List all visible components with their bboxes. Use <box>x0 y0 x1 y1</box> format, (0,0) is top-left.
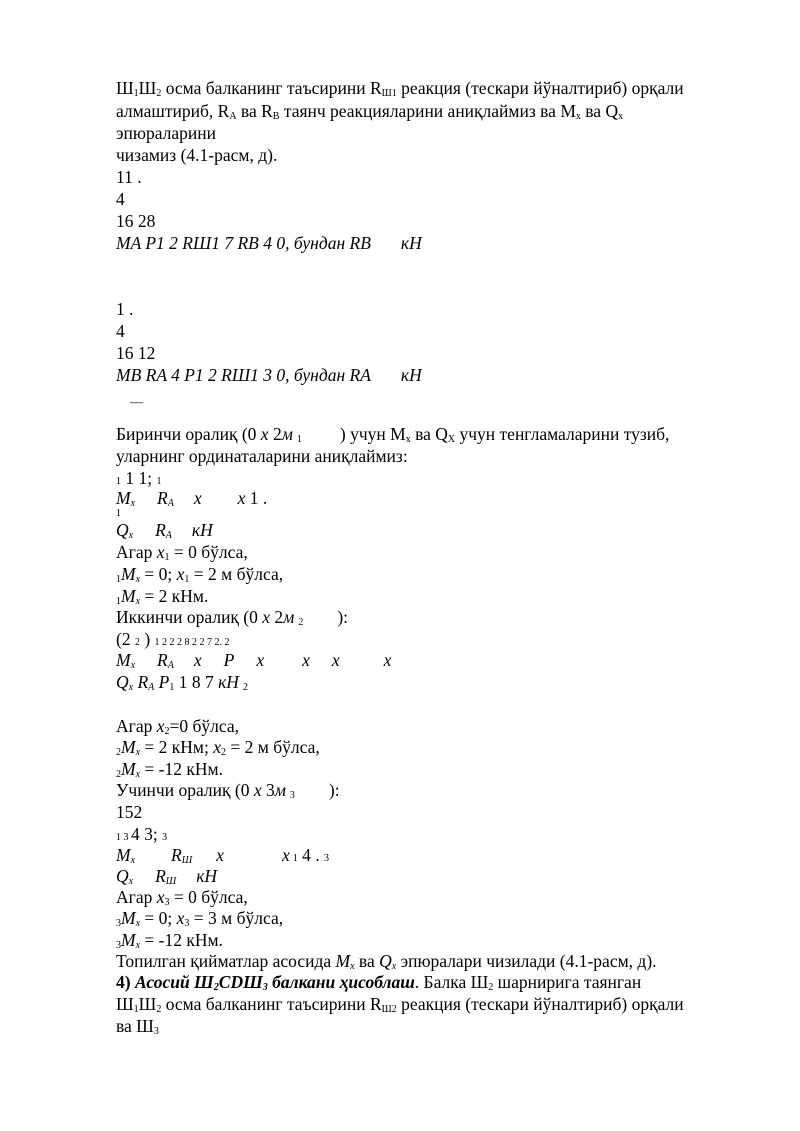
section2-heading: Иккинчи оралиқ (0 x 2м $_2$ ): <box>116 607 349 628</box>
eq1-fragment-3: 16 28 <box>116 211 156 231</box>
section1-condition-1: Агар $x_1 = 0$ бўлса, <box>116 542 248 563</box>
section2-shear-formula: $Q_x$ $R_A$ $P_1$ 1 8 7 кН $_2$ <box>116 672 248 693</box>
section1-result: $_1M_x = 2$ кНм. <box>116 586 209 607</box>
eq1-moment-equation: MA P1 2 RШ1 7 RB 4 0, бундан RB кН <box>116 233 422 253</box>
dash-mark: — <box>130 394 143 409</box>
section2-condition-1: Агар $x_2=0$ бўлса, <box>116 716 240 737</box>
eq2-fragment-3: 16 12 <box>116 343 156 363</box>
section2-condition-2: $_2M_x = 2$ кНм; $x_2 = 2$ м бўлса, <box>116 737 320 758</box>
section2-formula-indices: (2 2 ) 1 2 2 2 8 2 2 7 2. 2 <box>116 629 230 649</box>
eq2-moment-equation: MB RA 4 P1 2 RШ1 3 0, бундан RA кН <box>116 365 422 385</box>
section1-line-2: уларнинг ординаталарини аниқлаймиз: <box>116 446 408 466</box>
eq2-fragment-1: 1 . <box>116 299 134 319</box>
eq2-fragment-2: 4 <box>116 321 125 341</box>
section1-heading: Биринчи оралиқ (0 x 2м $_1$ ) учун $M_x$ ва $Q_X$ учун тенгламаларини тузиб, <box>116 424 670 445</box>
section2-moment-formula: $M_x$ $R_A$ x P x x x x <box>116 650 392 671</box>
section1-formula-indices: 1 1 1; 1 <box>116 468 162 488</box>
paragraph-line-2: алмаштириб, $R_A$ ва $R_B$ таянч реакцияларини аниқлаймиз ва $M_x$ ва $Q_x$ <box>116 101 624 122</box>
section3-result: $_3M_x = -12$ кНм. <box>116 930 223 951</box>
section2-result: $_2M_x = -12$ кНм. <box>116 759 223 780</box>
section1-condition-2: $_1M_x = 0$; $x_1 = 2$ м бўлса, <box>116 564 284 585</box>
section3-heading: Учинчи оралиқ (0 x 3м $_3$ ): <box>116 780 340 801</box>
paragraph-line-4: чизамиз (4.1-расм, д). <box>116 145 278 165</box>
section1-moment-formula: $M_x$ $R_A$ x x 1 . <box>116 488 268 509</box>
paragraph-line-final-2: ва $Ш_3$ <box>116 1016 159 1037</box>
section1-shear-formula: $Q_x$ $R_A$ кН <box>116 520 213 541</box>
section3-condition-2: $_3M_x = 0$; $x_3 = 3$ м бўлса, <box>116 908 284 929</box>
eq1-fragment-1: 11 . <box>116 167 142 187</box>
section3-formula-indices: 1 3 4 3; 3 <box>116 824 168 844</box>
section1-formula-index: 1 <box>116 508 121 519</box>
section3-formula-number: 152 <box>116 802 143 822</box>
section3-shear-formula: $Q_x$ $R_Ш$ кН <box>116 866 218 887</box>
eq1-fragment-2: 4 <box>116 189 125 209</box>
section3-moment-formula: $M_x$ $R_Ш$ x x 1 4 . 3 <box>116 845 329 866</box>
subsection-heading-4: 4) Асосий $Ш_2CDШ_3$ балкани ҳисоблаш. Балка $Ш_2$ шарнирига таянган <box>116 972 642 993</box>
paragraph-line-final-1: $Ш_1Ш_2$ осма балканинг таъсирини $R_{Ш2}$ реакция (тескари йўналтириб) орқали <box>116 994 684 1015</box>
conclusion-line: Топилган қийматлар асосида $M_x$ ва $Q_x$ эпюралари чизилади (4.1-расм, д). <box>116 951 657 972</box>
paragraph-line-3: эпюраларини <box>116 123 216 143</box>
paragraph-line-1: $Ш_1Ш_2$ осма балканинг таъсирини $R_{Ш1}$ реакция (тескари йўналтириб) орқали <box>116 78 684 99</box>
section3-condition-1: Агар $x_3 = 0$ бўлса, <box>116 887 248 908</box>
